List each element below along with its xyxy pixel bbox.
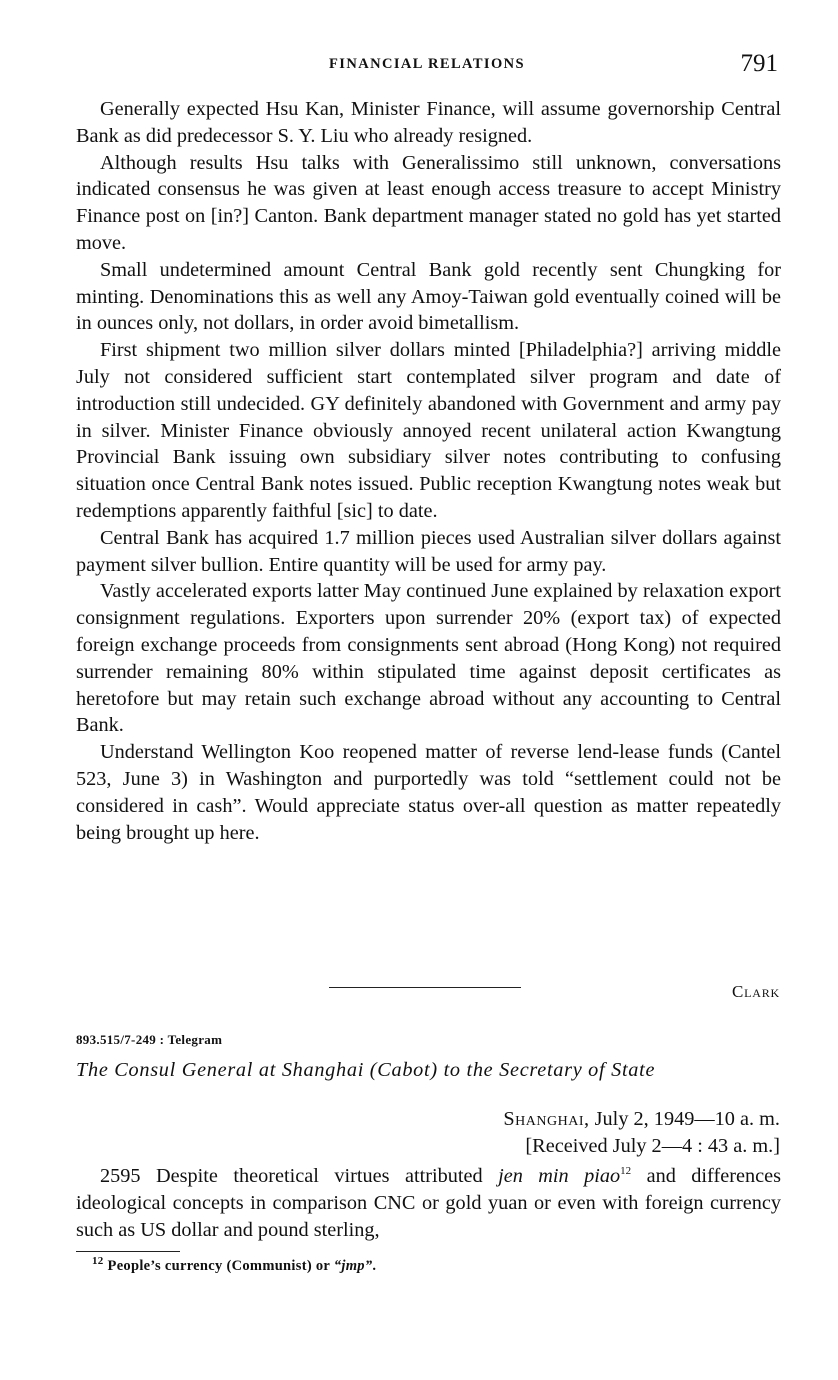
received-line: [Received July 2—4 : 43 a. m.] [525,1134,780,1157]
telegram-italic-term: jen min piao [498,1165,621,1187]
footnote-reference: 12 [620,1165,632,1178]
paragraph-4: First shipment two million silver dollars minted [Philadelphia?] arriving middle July not considered sufficient start contemplated silver program and date of introduction still undecided. GY definitely abandoned with Government and army pay in silver. Minister Finance obviously annoyed recent unilateral action Kwangtung Provincial Bank issuing own subsidiary silver notes contributing to confusing situation once Central Bank notes issued. Public reception Kwangtung notes weak but redemptions apparently faithful [sic] to date. [76,339,781,522]
telegram-text-start: 2595 Despite theoretical virtues attributed [100,1165,499,1187]
paragraph-2: Although results Hsu talks with Generalissimo still unknown, conversations indicated consensus he was given at least enough access treasure to accept Ministry Finance post on [in?] Canton. Bank department manager stated no gold has yet started move. [76,151,781,254]
paragraph-1: Generally expected Hsu Kan, Minister Finance, will assume governorship Central Bank as did predecessor S. Y. Liu who already resigned. [76,98,781,147]
running-head [76,50,778,80]
footnote-mark: 12 [92,1255,104,1268]
running-title: FINANCIAL RELATIONS [329,56,525,72]
footnote-italic-term: “jmp” [333,1258,373,1274]
telegram-text-end: and differences ideological concepts in comparison CNC or gold yuan or even with foreign currency such as US dollar and pound sterling, [76,1165,781,1241]
paragraph-7: Understand Wellington Koo reopened matter of reverse lend-lease funds (Cantel 523, June 3) in Washington and purportedly was told “settlement could not be considered in cash”. Would appreciate status over-all question as matter repeatedly being brought up here. [76,741,781,844]
dateline [503,1106,780,1160]
footnote-text-end: . [372,1258,377,1274]
footnote-text-start: People’s currency (Communist) or [103,1258,334,1274]
signature: Clark [731,982,780,1001]
date-place: Shanghai, [503,1108,590,1130]
paragraph-6: Vastly accelerated exports latter May continued June explained by relaxation export consignment regulations. Exporters upon surrender 20% (export tax) of expected foreign exchange proceeds from consignments sent abroad (Hong Kong) not required surrender remaining 80% within stipulated time against deposit certificates as heretofore but may retain such exchange abroad without any accounting to Central Bank. [76,580,781,737]
section-divider [329,987,521,988]
footnote-rule [76,1251,180,1252]
page-number: 791 [740,50,778,77]
paragraph-5: Central Bank has acquired 1.7 million pieces used Australian silver dollars against payment silver bullion. Entire quantity will be used for army pay. [76,526,781,576]
document-title: The Consul General at Shanghai (Cabot) to the Secretary of State [76,1059,656,1081]
footnote [92,1255,377,1275]
date-time: July 2, 1949—10 a. m. [589,1108,780,1130]
telegram-body [76,1163,781,1243]
telegram-paragraph [76,1163,781,1243]
date-line [503,1106,780,1133]
paragraph-3: Small undetermined amount Central Bank gold recently sent Chungking for minting. Denominations this as well any Amoy-Taiwan gold eventually coined will be in ounces only, not dollars, in order avoid bimetallism. [76,258,781,335]
file-reference: 893.515/7-249 : Telegram [76,1032,223,1047]
letter-body [76,96,781,846]
